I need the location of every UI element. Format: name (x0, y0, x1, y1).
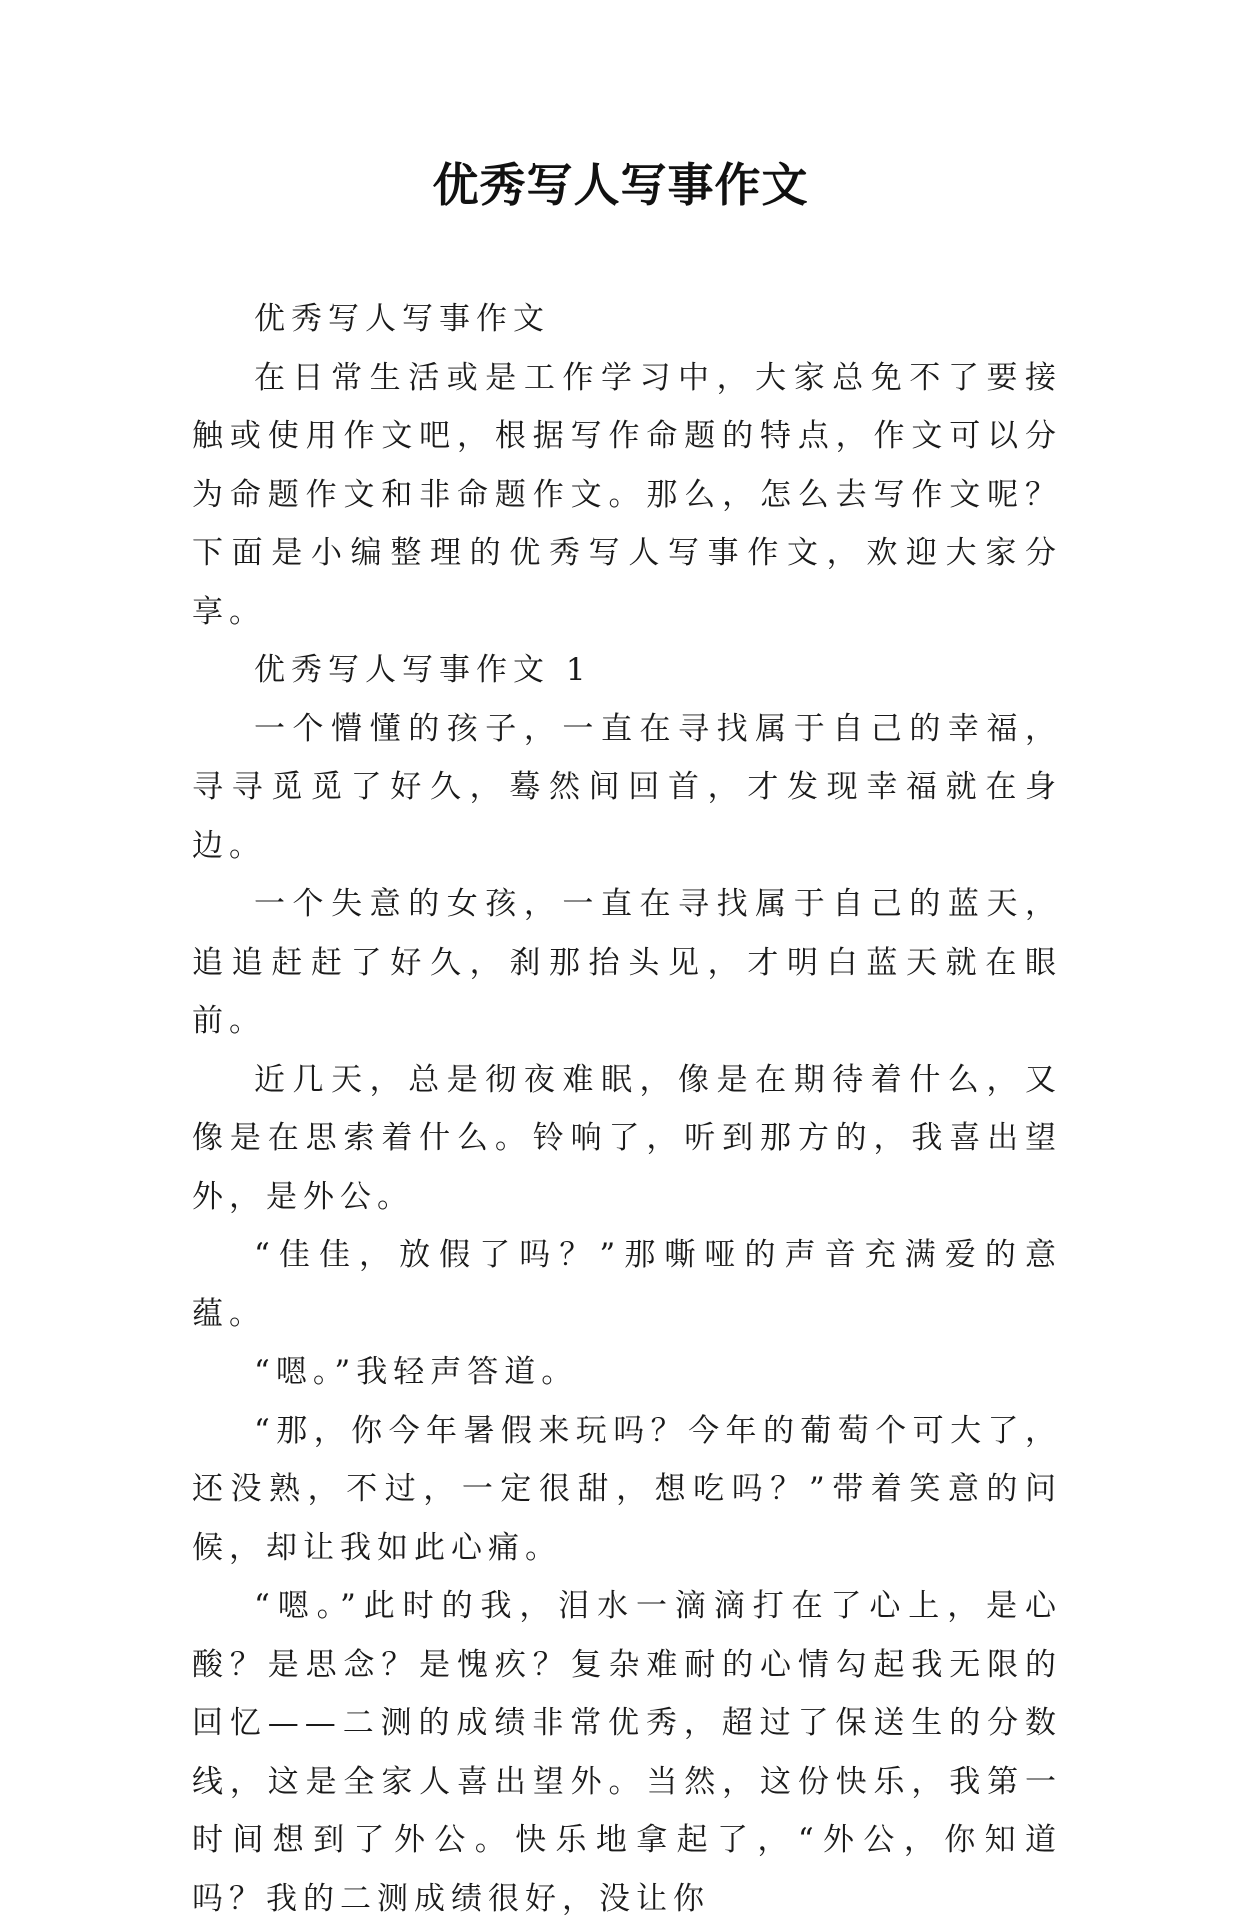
paragraph: “那，你今年暑假来玩吗？今年的葡萄个可大了，还没熟，不过，一定很甜，想吃吗？”带着笑意的问候，却让我如此心痛。 (192, 1412, 1062, 1566)
paragraph: “嗯。”此时的我，泪水一滴滴打在了心上，是心酸？是思念？是愧疚？复杂难耐的心情勾起我无限的回忆——二测的成绩非常优秀，超过了保送生的分数线，这是全家人喜出望外。当然，这份快乐，我第一时间想到了外公。快乐地拿起了，“外公，你知道吗？我的二测成绩很好，没让你 (192, 1588, 1062, 1917)
paragraph: 一个懵懂的孩子，一直在寻找属于自己的幸福，寻寻觅觅了好久，蓦然间回首，才发现幸福就在身边。 (192, 710, 1062, 864)
paragraph: 近几天，总是彻夜难眠，像是在期待着什么，又像是在思索着什么。铃响了，听到那方的，我喜出望外，是外公。 (192, 1061, 1062, 1215)
paragraph: 优秀写人写事作文 (254, 301, 550, 337)
paragraph: “嗯。”我轻声答道。 (254, 1354, 579, 1390)
paragraph: “佳佳，放假了吗？”那嘶哑的声音充满爱的意蕴。 (192, 1237, 1062, 1332)
document-title: 优秀写人写事作文 (432, 158, 809, 212)
paragraph: 一个失意的女孩，一直在寻找属于自己的蓝天，追追赶赶了好久，刹那抬头见，才明白蓝天就在眼前。 (192, 886, 1062, 1039)
paragraph: 优秀写人写事作文 1 (254, 652, 592, 688)
document-body (192, 290, 1062, 1928)
paragraph: 在日常生活或是工作学习中，大家总免不了要接触或使用作文吧，根据写作命题的特点，作文可以分为命题作文和非命题作文。那么，怎么去写作文呢？下面是小编整理的优秀写人写事作文，欢迎大家分享。 (192, 359, 1062, 630)
